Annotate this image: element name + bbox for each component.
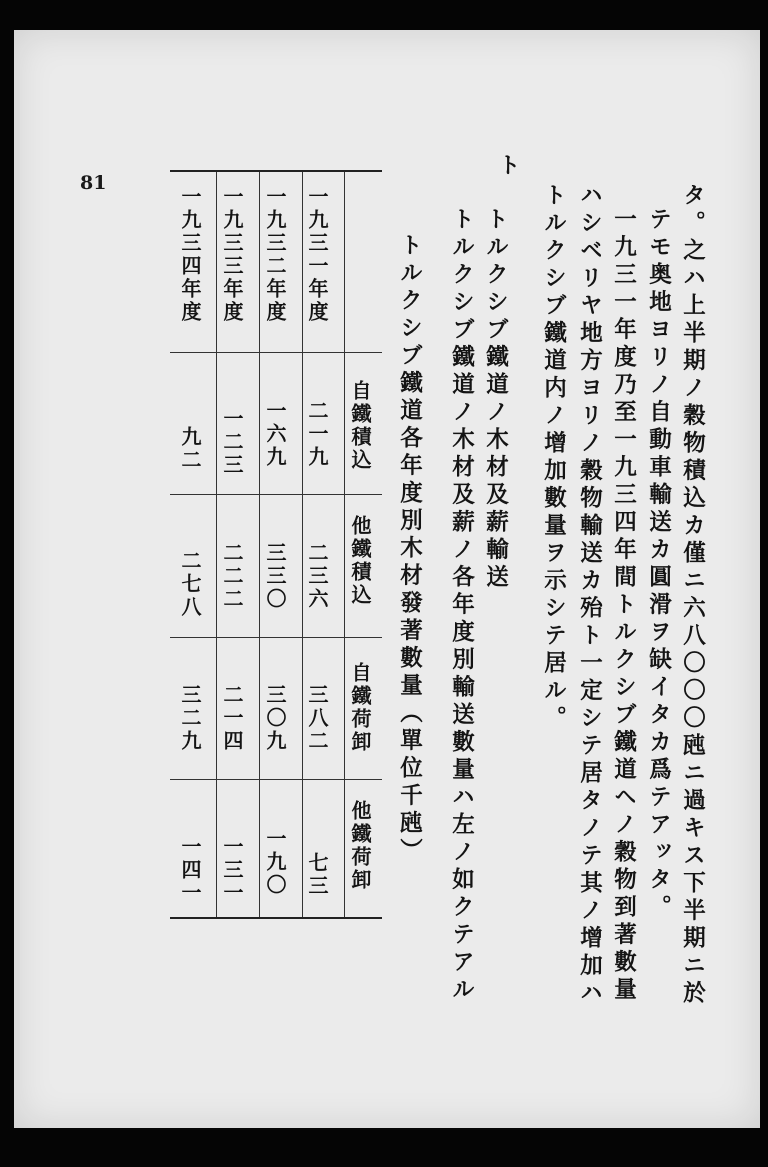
table-header: 自鐵荷卸: [348, 662, 372, 754]
body-line-1: タ。之ハ上半期ノ穀物積込カ僅ニ六八〇〇〇瓲ニ過キス下半期ニ於: [679, 183, 706, 1008]
table-cell: 七三: [305, 852, 329, 898]
table-cell: 一三一: [220, 836, 244, 905]
body-line-6: ト: [494, 153, 521, 181]
table-year: 一九三三年度: [220, 186, 244, 324]
table-cell: 三二九: [178, 684, 202, 753]
table-cell: 二一四: [220, 684, 244, 753]
table-caption: トルクシブ鐵道各年度別木材發著數量（單位千瓲）: [396, 233, 423, 866]
table-year: 一九三一年度: [305, 186, 329, 324]
section-heading: トルクシブ鐵道ノ木材及薪輸送: [482, 207, 509, 592]
table-cell: 三三〇: [263, 542, 287, 611]
body-line-3: 一九三一年度乃至一九三四年間トルクシブ鐵道ヘノ穀物到著數量: [610, 207, 637, 1005]
table-header: 他鐵積込: [348, 515, 372, 607]
section-text: トルクシブ鐵道ノ木材及薪ノ各年度別輸送數量ハ左ノ如クテアル: [448, 207, 475, 1005]
table-year: 一九三二年度: [263, 186, 287, 324]
table-cell: 一六九: [263, 400, 287, 469]
page-number: 81: [80, 172, 107, 194]
table-cell: 九二: [178, 426, 202, 472]
timber-table: [170, 170, 382, 919]
table-cell: 二三六: [305, 542, 329, 611]
table-header: 他鐵荷卸: [348, 800, 372, 892]
table-cell: 一四一: [178, 836, 202, 905]
table-cell: 二二二: [220, 542, 244, 611]
table-cell: 一九〇: [263, 828, 287, 897]
table-cell: 二七八: [178, 550, 202, 619]
table-cell: 一二三: [220, 408, 244, 477]
table-cell: 三〇九: [263, 684, 287, 753]
body-line-5: トルクシブ鐵道内ノ增加數量ヲ示シテ居ル。: [540, 183, 567, 733]
body-line-2: テモ奥地ヨリノ自動車輸送カ圓滑ヲ缺イタカ爲テアッタ。: [645, 207, 672, 922]
table-cell: 三八二: [305, 684, 329, 753]
table-year: 一九三四年度: [178, 186, 202, 324]
table-header: 自鐵積込: [348, 380, 372, 472]
body-line-4: ハシベリヤ地方ヨリノ穀物輸送カ殆ト一定シテ居タノテ其ノ增加ハ: [576, 183, 603, 1008]
table-cell: 二一九: [305, 400, 329, 469]
